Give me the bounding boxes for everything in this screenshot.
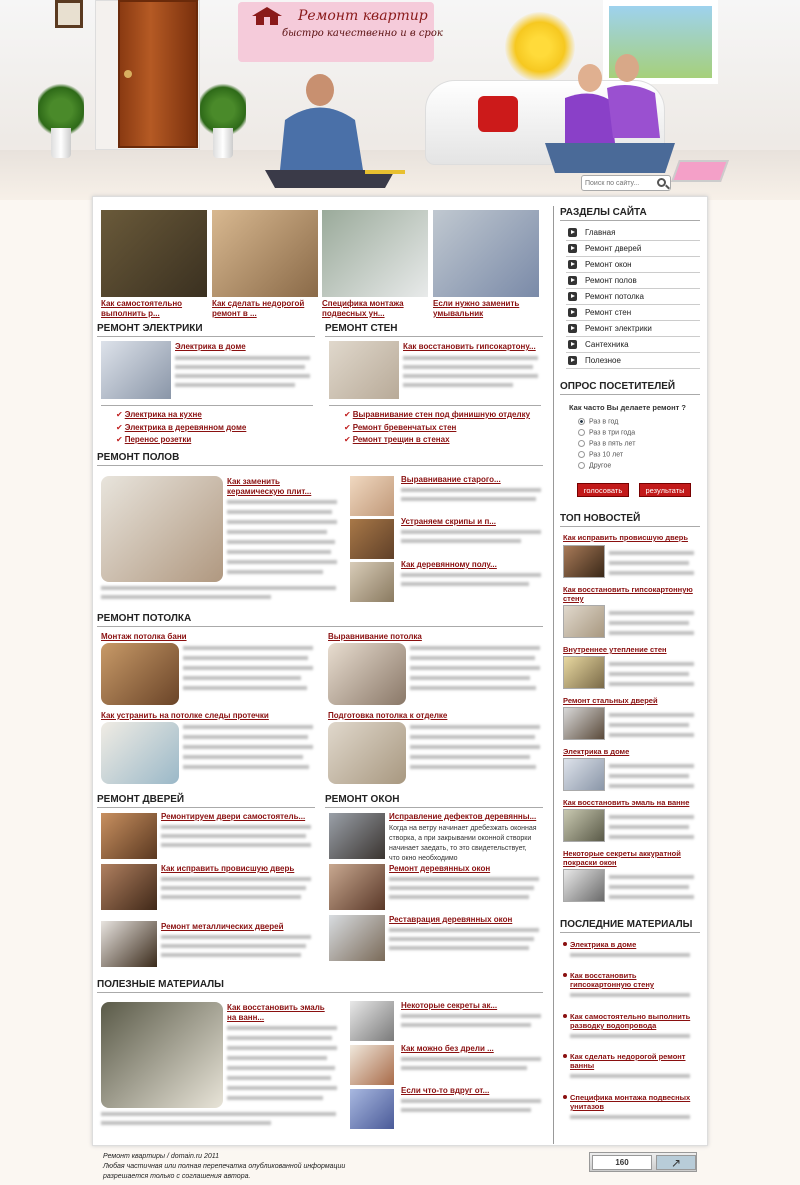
excerpt-text [403,383,513,387]
floors-side-image[interactable] [350,562,394,602]
arrow-right-icon [568,228,577,237]
excerpt-text [227,1036,332,1040]
site-slogan: быстро качественно и в срок [282,28,443,39]
excerpt-text [183,646,313,650]
thumb-caption[interactable]: Если нужно заменить умывальник [433,299,520,318]
footer-line: Ремонт квартиры / domain.ru 2011 [103,1153,220,1160]
arrow-right-icon [568,260,577,269]
top-news-link[interactable]: Как восстановить эмаль на ванне [563,798,690,807]
useful-main-image[interactable] [101,1002,223,1108]
floors-side-link[interactable]: Как деревянному полу... [401,560,497,569]
list-item[interactable]: ✔ Ремонт бревенчатых стен [344,422,457,432]
search-input[interactable] [585,177,653,189]
excerpt-text [403,365,533,369]
excerpt-text [401,1014,541,1018]
floors-side-link[interactable]: Выравнивание старого... [401,475,501,484]
excerpt-text [161,944,306,948]
arrow-right-icon [568,292,577,301]
wall-picture [55,0,83,28]
excerpt-text [183,725,313,729]
ceiling-link[interactable]: Монтаж потолка бани [101,632,187,641]
vote-button[interactable]: голосовать [577,483,629,497]
section-line [97,336,315,337]
top-news-image[interactable] [563,758,605,791]
excerpt-text [410,656,535,660]
floors-main-image[interactable] [101,476,223,582]
electric-list [116,408,246,446]
arrow-right-icon [568,244,577,253]
latest-title: ПОСЛЕДНИЕ МАТЕРИАЛЫ [560,919,693,930]
thumb-caption[interactable]: Специфика монтажа подвесных ун... [322,299,404,318]
section-line [101,405,313,406]
radio-icon [578,440,585,447]
excerpt-text [227,500,337,504]
search-box[interactable] [581,175,671,191]
list-item[interactable]: ✔ Выравнивание стен под финишную отделку [344,410,531,419]
excerpt-text [401,1099,541,1103]
floors-main-link[interactable]: Как заменить керамическую плит... [227,477,312,496]
excerpt-text [389,937,534,941]
windows-image[interactable] [329,915,385,961]
section-line [560,220,700,221]
arrow-right-icon [568,308,577,317]
excerpt-text [609,784,694,788]
sidebar-item-walls[interactable]: Ремонт стен [566,305,700,321]
top-news-link[interactable]: Некоторые секреты аккуратной покраски окон [563,849,681,867]
section-line [560,394,700,395]
excerpt-text [101,1112,336,1116]
doors-link[interactable]: Ремонтируем двери самостоятель... [161,812,306,821]
ceiling-image[interactable] [328,643,406,705]
excerpt-text [609,631,694,635]
search-icon[interactable] [657,178,666,187]
thumb-image[interactable] [101,210,207,297]
results-button[interactable]: результаты [639,483,691,497]
excerpt-text [609,825,689,829]
section-line [325,807,543,808]
excerpt-text [183,656,308,660]
section-title-doors: РЕМОНТ ДВЕРЕЙ [97,794,185,805]
bullet-icon [563,973,567,977]
excerpt-text [183,686,307,690]
useful-side-image[interactable] [350,1089,394,1129]
excerpt-text [227,550,331,554]
excerpt-text [609,561,689,565]
windows-link[interactable]: Ремонт деревянных окон [389,864,491,873]
excerpt-text [403,356,538,360]
thumb-caption[interactable]: Как сделать недорогой ремонт в ... [212,299,305,318]
excerpt-text [570,993,690,997]
poll-title: ОПРОС ПОСЕТИТЕЛЕЙ [560,381,676,392]
poll-question: Как часто Вы делаете ремонт ? [569,403,686,412]
excerpt-text [389,877,539,881]
worker-image [245,60,405,190]
excerpt-text [401,1057,541,1061]
thumb-image[interactable] [433,210,539,297]
section-line [560,526,700,527]
excerpt-text [570,1115,690,1119]
windows-link[interactable]: Реставрация деревянных окон [389,915,513,924]
excerpt-text [101,595,271,599]
radio-icon [578,451,585,458]
floors-side-link[interactable]: Устраняем скрипы и п... [401,517,496,526]
excerpt-text [410,725,540,729]
excerpt-text [609,723,689,727]
excerpt-text [609,875,694,879]
top-news-link[interactable]: Внутреннее утепление стен [563,645,667,654]
useful-side-image[interactable] [350,1001,394,1041]
footer-copyright [103,1152,345,1182]
thumb-image[interactable] [212,210,318,297]
section-line [97,626,543,627]
excerpt-text [410,755,530,759]
excerpt-text [609,662,694,666]
top-news-image[interactable] [563,707,605,740]
list-item[interactable]: ✔ Перенос розетки [116,435,192,444]
excerpt-text [161,877,311,881]
sidebar-item-doors[interactable]: Ремонт дверей [566,241,700,257]
ceiling-link[interactable]: Как устранить на потолке следы протечки [101,711,269,720]
excerpt-text [389,946,529,950]
list-item[interactable]: ✔ Электрика в деревянном доме [116,422,247,432]
door-knob [124,70,132,78]
sidebar-item-ceiling[interactable]: Ремонт потолка [566,289,700,305]
sidebar-item-floors[interactable]: Ремонт полов [566,273,700,289]
excerpt-text [609,815,694,819]
couple-image [535,38,685,178]
top-news-image[interactable] [563,545,605,578]
excerpt-text [227,530,327,534]
sidebar-sections-title: РАЗДЕЛЫ САЙТА [560,207,647,218]
bullet-icon [563,1054,567,1058]
excerpt-text [609,733,694,737]
sidebar-item-useful[interactable]: Полезное [566,353,700,369]
doors-image[interactable] [101,864,157,910]
excerpt-text [403,374,538,378]
excerpt-text [161,935,311,939]
header [0,0,800,200]
excerpt-text [175,383,295,387]
doors-link[interactable]: Как исправить провисшую дверь [161,864,295,873]
section-line [97,992,543,993]
top-news-image[interactable] [563,605,605,638]
excerpt-text [389,895,529,899]
sidebar-item-electric[interactable]: Ремонт электрики [566,321,700,337]
excerpt-text [410,666,540,670]
doors-link[interactable]: Ремонт металлических дверей [161,922,284,931]
excerpt-text [175,356,310,360]
section-title-useful: ПОЛЕЗНЫЕ МАТЕРИАЛЫ [97,979,224,990]
electric-main-link[interactable]: Электрика в доме [175,342,246,351]
ceiling-image[interactable] [101,643,179,705]
sidebar-item-windows[interactable]: Ремонт окон [566,257,700,273]
top-news-link[interactable]: Электрика в доме [563,747,630,756]
floors-side-image[interactable] [350,519,394,559]
section-line [329,405,541,406]
walls-list [344,408,530,446]
site-title[interactable]: Ремонт квартир [298,8,428,24]
poll-option[interactable]: Раз 10 лет [578,451,623,458]
house-logo-icon [250,6,284,26]
top-news-image[interactable] [563,809,605,842]
section-title-electric: РЕМОНТ ЭЛЕКТРИКИ [97,323,203,334]
bullet-icon [563,1014,567,1018]
section-line [97,465,543,466]
poll-option[interactable]: Раз в год [578,418,618,425]
excerpt-text [161,886,306,890]
excerpt-text [570,1074,690,1078]
useful-side-link[interactable]: Если что-то вдруг от... [401,1086,490,1095]
excerpt-text [609,571,694,575]
arrow-right-icon [568,340,577,349]
windows-excerpt: Когда на ветру начинает дребезжать оконная створка, а при закрывании оконной створки начинает заедать, то это свидетельствует, что окно необходимо [389,825,537,862]
excerpt-text [410,745,540,749]
excerpt-text [175,374,310,378]
ceiling-image[interactable] [101,722,179,784]
excerpt-text [410,686,536,690]
excerpt-text [183,676,301,680]
excerpt-text [609,885,689,889]
electric-image[interactable] [101,341,171,399]
excerpt-text [389,886,534,890]
section-line [325,336,543,337]
doors-image[interactable] [101,813,157,859]
excerpt-text [401,582,529,586]
top-news-link[interactable]: Как исправить провисшую дверь [563,533,688,542]
excerpt-text [609,621,689,625]
excerpt-text [161,953,301,957]
excerpt-text [161,843,311,847]
section-line [560,932,700,933]
poll-option[interactable]: Раз в три года [578,429,635,436]
footer-line: разрешается только с соглашения автора. [103,1173,251,1180]
excerpt-text [401,488,541,492]
excerpt-text [227,1056,327,1060]
bullet-icon [563,942,567,946]
radio-selected-icon [578,418,585,425]
excerpt-text [570,1034,690,1038]
pillow-image [478,96,518,132]
ceiling-image[interactable] [328,722,406,784]
excerpt-text [609,895,694,899]
doors-image[interactable] [101,921,157,967]
top-news-image[interactable] [563,656,605,689]
visit-counter[interactable] [589,1152,697,1172]
excerpt-text [227,1086,337,1090]
ceiling-link[interactable]: Подготовка потолка к отделке [328,711,448,720]
excerpt-text [401,1023,531,1027]
list-item[interactable]: ✔ Электрика на кухне [116,410,202,419]
excerpt-text [183,666,313,670]
excerpt-text [609,764,694,768]
section-line [97,807,315,808]
excerpt-text [227,510,332,514]
excerpt-text [401,539,521,543]
radio-icon [578,429,585,436]
excerpt-text [227,1066,335,1070]
plant-pot [51,128,71,158]
excerpt-text [609,682,694,686]
excerpt-text [401,573,541,577]
sidebar-item-plumbing[interactable]: Сантехника [566,337,700,353]
excerpt-text [161,834,306,838]
excerpt-text [401,497,536,501]
excerpt-text [227,1046,337,1050]
excerpt-text [183,745,313,749]
section-title-floors: РЕМОНТ ПОЛОВ [97,452,180,463]
useful-side-link[interactable]: Как можно без дрели ... [401,1044,494,1053]
thumb-caption[interactable]: Как самостоятельно выполнить р... [101,299,183,318]
excerpt-text [401,530,541,534]
useful-main-link[interactable]: Как восстановить эмаль на ванн... [227,1003,325,1022]
excerpt-text [227,1096,323,1100]
arrow-right-icon [568,276,577,285]
paint-tray-image [671,160,729,182]
top-news-link[interactable]: Как восстановить гипсокартонную стену [563,585,693,603]
radio-icon [578,462,585,469]
walls-main-link[interactable]: Как восстановить гипсокартону... [403,342,536,351]
excerpt-text [227,540,335,544]
poll-option[interactable]: Другое [578,462,611,469]
useful-side-link[interactable]: Некоторые секреты ак... [401,1001,498,1010]
excerpt-text [227,1076,331,1080]
windows-image[interactable] [329,864,385,910]
excerpt-text [609,672,689,676]
excerpt-text [175,365,305,369]
walls-image[interactable] [329,341,399,399]
excerpt-text [609,835,694,839]
excerpt-text [609,713,694,717]
ceiling-link[interactable]: Выравнивание потолка [328,632,422,641]
excerpt-text [183,735,308,739]
top-news-title: ТОП НОВОСТЕЙ [560,513,641,524]
section-title-ceiling: РЕМОНТ ПОТОЛКА [97,613,192,624]
thumb-image[interactable] [322,210,428,297]
excerpt-text [389,928,539,932]
list-item[interactable]: ✔ Ремонт трещин в стенах [344,435,450,444]
excerpt-text [227,520,337,524]
excerpt-text [183,765,309,769]
excerpt-text [227,560,337,564]
plant-pot [213,128,233,158]
floors-side-image[interactable] [350,476,394,516]
arrow-up-right-icon: ↗ [656,1155,696,1170]
windows-link[interactable]: Исправление дефектов деревянны... [389,812,537,821]
excerpt-text [161,825,311,829]
excerpt-text [401,1066,527,1070]
useful-side-image[interactable] [350,1045,394,1085]
excerpt-text [609,611,694,615]
section-title-windows: РЕМОНТ ОКОН [325,794,400,805]
excerpt-text [410,765,536,769]
excerpt-text [401,1108,531,1112]
excerpt-text [101,586,336,590]
poll-option[interactable]: Раз в пять лет [578,440,635,447]
excerpt-text [570,953,690,957]
section-title-walls: РЕМОНТ СТЕН [325,323,398,334]
sidebar-divider [553,206,554,1144]
counter-value: 160 [592,1155,652,1170]
excerpt-text [410,676,530,680]
excerpt-text [609,551,694,555]
excerpt-text [410,735,535,739]
arrow-right-icon [568,324,577,333]
sidebar-item-home[interactable]: Главная [566,225,700,241]
arrow-right-icon [568,356,577,365]
excerpt-text [183,755,303,759]
excerpt-text [227,1026,337,1030]
bullet-icon [563,1095,567,1099]
windows-image[interactable] [329,813,385,859]
excerpt-text [161,895,301,899]
excerpt-text [410,646,540,650]
top-news-link[interactable]: Ремонт стальных дверей [563,696,658,705]
top-news-image[interactable] [563,869,605,902]
excerpt-text [101,1121,271,1125]
excerpt-text [227,570,323,574]
excerpt-text [609,774,689,778]
footer-line: Любая частичная или полная перепечатка опубликованной информации [103,1163,346,1170]
